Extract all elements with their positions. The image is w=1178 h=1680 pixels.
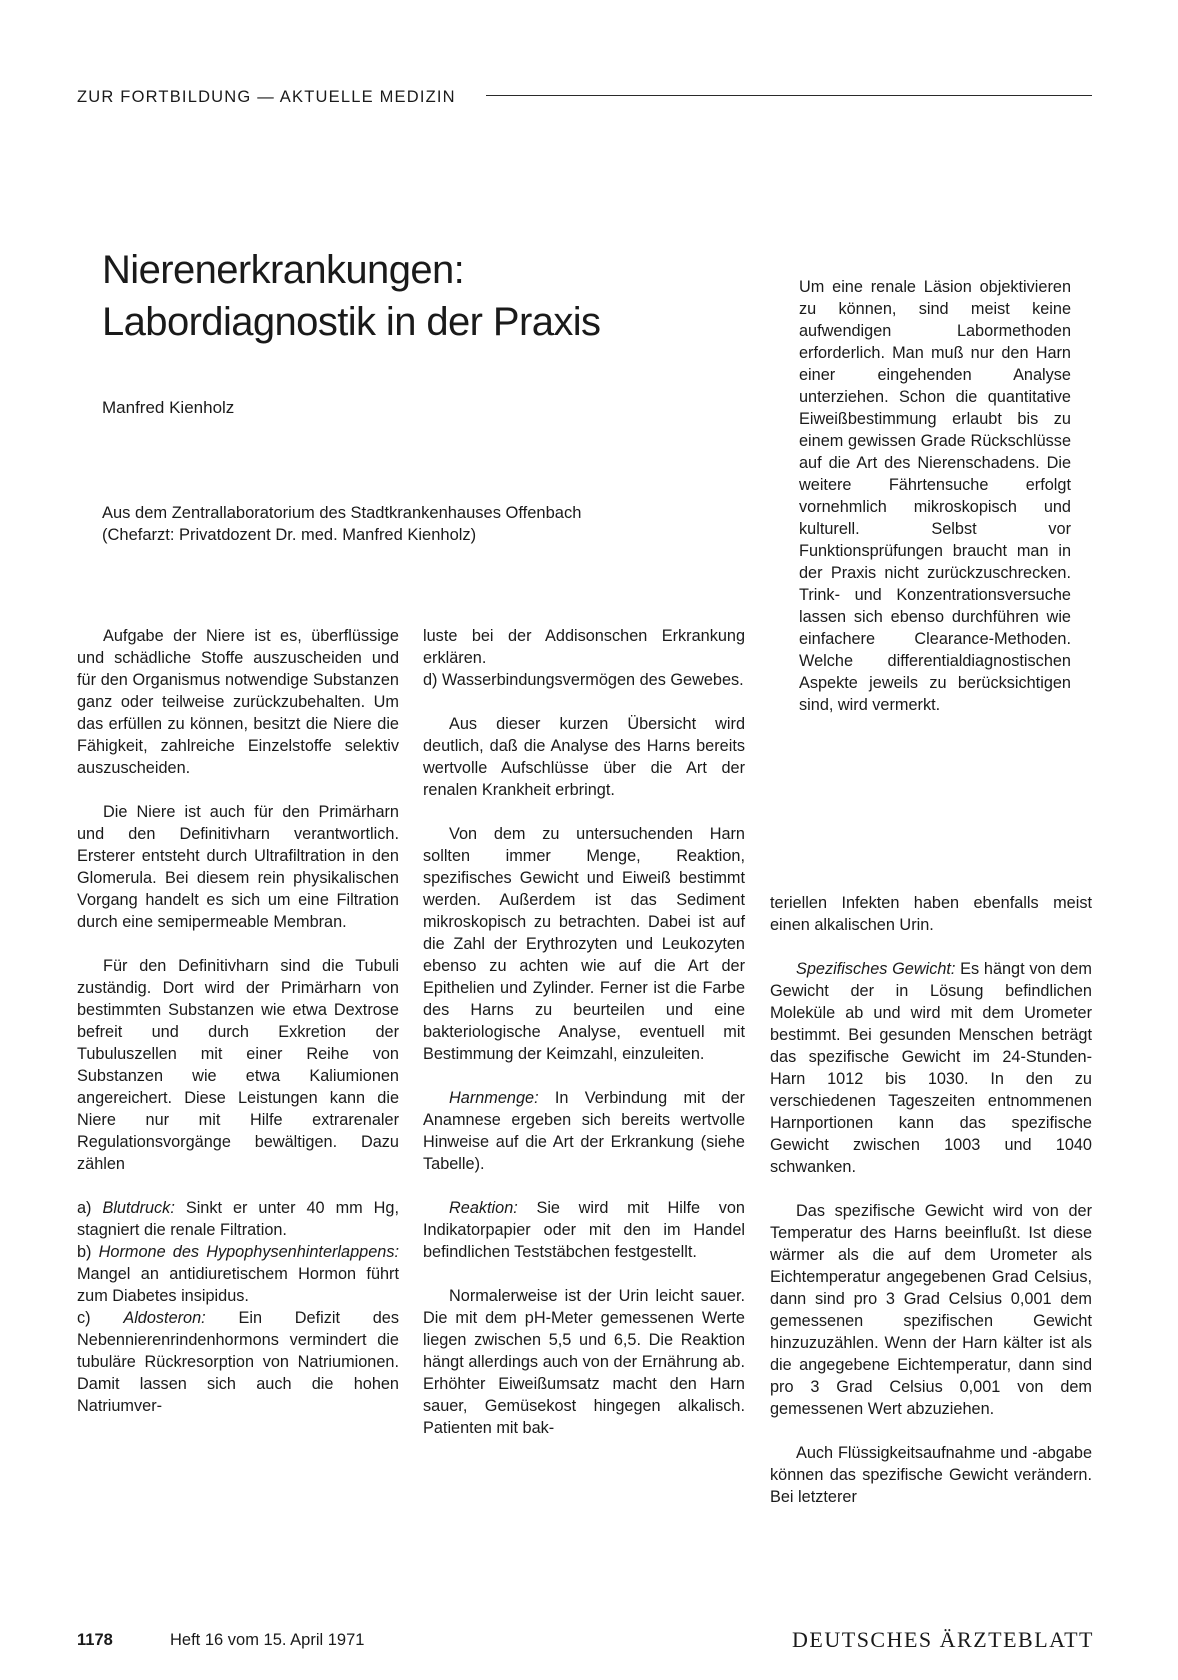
col1-item-b (77, 1241, 399, 1307)
issue-info: Heft 16 vom 15. April 1971 (170, 1631, 365, 1649)
header-rule (486, 95, 1092, 96)
column-3-intro (799, 276, 1071, 716)
col3-paragraph-2 (770, 958, 1092, 1178)
p4-term: Harnmenge: (449, 1089, 539, 1107)
col1-paragraph-3: Für den Definitivharn sind die Tubuli zuständig. Dort wird der Primärharn von bestimmten Substanzen wie etwa Dextrose befreit und durch Exkretion der Tubuluszellen mit einer Reihe von Substanzen wie etwa Kaliumionen angereichert. Diese Leistungen kann die Niere nur mit Hilfe extrarenaler Regulationsvorgänge bewältigen. Dazu zählen (77, 957, 399, 1173)
col2-paragraph-6: Normalerweise ist der Urin leicht sauer. Die mit dem pH-Meter gemessenen Werte liegen zwischen 5,5 und 6,5. Die Reaktion hängt allerdings auch von der Ernährung ab. Erhöhter Eiweißumsatz macht den Harn sauer, Gemüsekost hingegen alkalisch. Patienten mit bak- (423, 1287, 745, 1437)
col2-paragraph-1: luste bei der Addisonschen Erkrankung erklären. (423, 627, 745, 667)
item-b-term: Hormone des Hypophysenhinterlappens: (98, 1243, 399, 1261)
item-b-label: b) (77, 1243, 92, 1261)
p5-text: Sie wird mit Hilfe von Indikatorpapier oder mit den im Handel befindlichen Teststäbchen festgestellt. (423, 1199, 745, 1261)
column-1 (77, 625, 399, 1417)
column-2 (423, 625, 745, 1439)
col1-paragraph-1: Aufgabe der Niere ist es, überflüssige und schädliche Stoffe auszuscheiden und für den Organismus notwendige Substanzen ganz oder teilweise zurückzubehalten. Um das erfüllen zu können, besitzt die Niere die Fähigkeit, zahlreiche Einzelstoffe selektiv auszuscheiden. (77, 627, 399, 777)
col2-paragraph-3: Von dem zu untersuchenden Harn sollten immer Menge, Reaktion, spezifisches Gewicht und Eiweiß bestimmt werden. Außerdem ist das Sediment mikroskopisch zu betrachten. Dabei ist auf die Zahl der Erythrozyten und Leukozyten ebenso zu achten wie auf die Art der Epithelien und Zylinder. Ferner ist die Farbe des Harns zu beurteilen und eine bakteriologische Analyse, eventuell mit Bestimmung der Keimzahl, einzuleiten. (423, 825, 745, 1063)
affiliation-line-2: (Chefarzt: Privatdozent Dr. med. Manfred Kienholz) (102, 526, 477, 544)
col2-paragraph-2: Aus dieser kurzen Übersicht wird deutlich, daß die Analyse des Harns bereits wertvolle Aufschlüsse über die Art der renalen Krankheit erbringt. (423, 715, 745, 799)
p4-text: In Verbindung mit der Anamnese ergeben sich bereits wertvolle Hinweise auf die Art der Erkrankung (siehe Tabelle). (423, 1089, 745, 1173)
item-c-text: Ein Defizit des Nebennierenrindenhormons vermindert die tubuläre Rückresorption von Natriumionen. Damit lassen sich auch die hohen Natriumver- (77, 1309, 399, 1415)
journal-name: DEUTSCHES ÄRZTEBLATT (792, 1627, 1094, 1652)
col3-paragraph-4: Auch Flüssigkeitsaufnahme und -abgabe können das spezifische Gewicht verändern. Bei letzterer (770, 1444, 1092, 1506)
title-line-2: Labordiagnostik in der Praxis (102, 300, 601, 344)
col1-paragraph-2: Die Niere ist auch für den Primärharn und den Definitivharn verantwortlich. Ersterer entsteht durch Ultrafiltration in den Glomerula. Bei diesem rein physikalischen Vorgang handelt es sich um eine Filtration durch eine semipermeable Membran. (77, 803, 399, 931)
affiliation-line-1: Aus dem Zentrallaboratorium des Stadtkrankenhauses Offenbach (102, 504, 582, 522)
p2-text: Es hängt von dem Gewicht der in Lösung befindlichen Moleküle ab und wird mit dem Urometer bestimmt. Bei gesunden Menschen beträgt das spezifische Gewicht im 24-Stunden-Harn 1012 bis 1030. In den zu verschiedenen Tageszeiten entnommenen Harnportionen kann das spezifische Gewicht zwischen 1003 und 1040 schwanken. (770, 960, 1092, 1176)
col2-paragraph-4 (423, 1087, 745, 1175)
item-d-text: Wasserbindungsvermögen des Gewebes. (442, 671, 744, 689)
item-a-label: a) (77, 1199, 92, 1217)
col3-paragraph-3: Das spezifische Gewicht wird von der Temperatur des Harns beeinflußt. Ist diese wärmer als die auf dem Urometer als Eichtemperatur angegebenen Grad Celsius, dann sind pro 3 Grad Celsius 0,001 dem gemessenen spezifischen Gewicht hinzuzuzählen. Wenn der Harn kälter ist als die angegebene Eichtemperatur, dann sind pro 3 Grad Celsius 0,001 von dem gemessenen Wert abzuziehen. (770, 1202, 1092, 1418)
column-3 (770, 892, 1092, 1508)
affiliation (102, 502, 581, 546)
page-number: 1178 (77, 1631, 113, 1649)
col3-paragraph-1: teriellen Infekten haben ebenfalls meist einen alkalischen Urin. (770, 894, 1092, 934)
p5-term: Reaktion: (449, 1199, 518, 1217)
col1-item-a (77, 1197, 399, 1241)
item-c-term: Aldosteron: (123, 1309, 206, 1327)
article-title (102, 244, 600, 348)
item-a-term: Blutdruck: (102, 1199, 175, 1217)
intro-paragraph: Um eine renale Läsion objektivieren zu können, sind meist keine aufwendigen Labormethoden erforderlich. Man muß nur den Harn einer eingehenden Analyse unterziehen. Schon die quantitative Eiweißbestimmung erlaubt bis zu einem gewissen Grade Rückschlüsse auf die Art des Nierenschadens. Die weitere Fährtensuche erfolgt vornehmlich mikroskopisch und kulturell. Selbst vor Funktionsprüfungen braucht man in der Praxis nicht zurückzuschrecken. Trink- und Konzentrationsversuche lassen sich ebenso durchführen wie einfachere Clearance-Methoden. Welche differentialdiagnostischen Aspekte jeweils zu berücksichtigen sind, wird vermerkt. (799, 278, 1071, 714)
author: Manfred Kienholz (102, 398, 235, 417)
col1-item-c (77, 1307, 399, 1417)
item-c-label: c) (77, 1309, 91, 1327)
col2-item-d (423, 669, 745, 691)
item-b-text: Mangel an antidiuretischem Hormon führt zum Diabetes insipidus. (77, 1265, 399, 1305)
item-d-label: d) (423, 671, 438, 689)
section-header: ZUR FORTBILDUNG — AKTUELLE MEDIZIN (77, 88, 456, 106)
p2-term: Spezifisches Gewicht: (796, 960, 956, 978)
item-a-text: Sinkt er unter 40 mm Hg, stagniert die renale Filtration. (77, 1199, 399, 1239)
title-line-1: Nierenerkrankungen: (102, 248, 465, 292)
col2-paragraph-5 (423, 1197, 745, 1263)
